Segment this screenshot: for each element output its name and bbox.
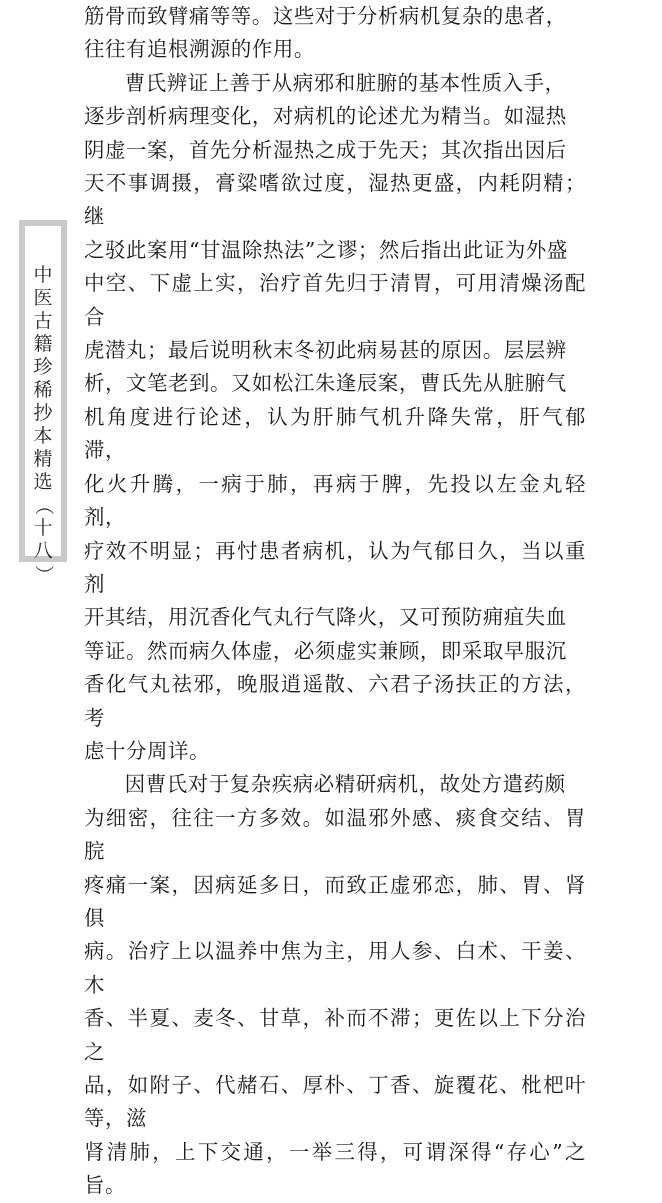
text-line: 虎潜丸；最后说明秋末冬初此病易甚的原因。层层辨	[84, 338, 567, 363]
series-title-char: 籍	[33, 333, 53, 355]
series-title-char: 选	[33, 471, 53, 493]
text-line: 为细密，往往一方多效。如温邪外感、痰食交结、胃脘	[84, 805, 586, 864]
paragraph-1	[84, 0, 586, 67]
series-title-char: 本	[33, 425, 53, 447]
text-line: 香、半夏、麦冬、甘草，补而不滞；更佐以上下分治之	[84, 1006, 586, 1064]
body-text	[84, 0, 586, 1203]
text-line: 肾清肺，上下交通，一举三得，可谓深得“存心”之旨。	[84, 1139, 586, 1198]
series-side-tab	[19, 220, 67, 584]
text-line: 开其结，用沉香化气丸行气降火，又可预防痈疽失血	[84, 605, 567, 630]
series-title-paren-open: （	[32, 495, 55, 515]
text-line: 病。治疗上以温养中焦为主，用人参、白术、干姜、木	[84, 939, 586, 997]
text-line: 香化气丸祛邪，晚服逍遥散、六君子汤扶正的方法，考	[84, 672, 586, 730]
text-line: 虑十分周详。	[84, 738, 210, 763]
text-line: 疗效不明显；再忖患者病机，认为气郁日久，当以重剂	[84, 538, 586, 596]
series-title-char: 稀	[33, 379, 53, 401]
text-line: 逐步剖析病理变化，对病机的论述尤为精当。如湿热	[84, 104, 567, 129]
series-title-char: 八	[33, 540, 53, 562]
text-line: 等证。然而病久体虚，必须虚实兼顾，即采取早服沉	[84, 638, 567, 663]
text-line: 之驳此案用“甘温除热法”之谬；然后指出此证为外盛	[84, 237, 568, 262]
series-title-char: 珍	[33, 356, 53, 378]
text-line: 天不事调摄，膏粱嗜欲过度，湿热更盛，内耗阴精；继	[84, 171, 586, 229]
series-title-char: 古	[33, 310, 53, 332]
series-title-vertical	[25, 264, 61, 586]
text-line: 曹氏辨证上善于从病邪和脏腑的基本性质入手，	[124, 70, 566, 95]
series-title-char: 中	[33, 264, 53, 286]
text-line: 筋骨而致臂痛等等。这些对于分析病机复杂的患者，	[84, 4, 567, 28]
text-line: 往往有追根溯源的作用。	[84, 37, 315, 62]
text-line: 析，文笔老到。又如松江朱逢辰案，曹氏先从脏腑气	[84, 371, 567, 396]
text-line: 因曹氏对于复杂疾病必精研病机，故处方遣药颇	[124, 772, 566, 797]
text-line: 品，如附子、代赭石、厚朴、丁香、旋覆花、枇杷叶等，滋	[84, 1073, 586, 1131]
series-title-char: 医	[33, 287, 53, 309]
series-title-char: 抄	[33, 402, 53, 424]
series-side-tab-inner	[25, 226, 61, 584]
series-title-char: 精	[33, 448, 53, 470]
text-line: 疼痛一案，因病延多日，而致正虚邪恋，肺、胃、肾俱	[84, 872, 586, 930]
text-line: 阴虚一案，首先分析湿热之成于先天；其次指出因后	[84, 137, 567, 162]
paragraph-3	[84, 768, 586, 1202]
text-line: 化火升腾，一病于肺，再病于脾，先投以左金丸轻剂，	[84, 471, 586, 530]
series-title-paren-close: ）	[32, 564, 55, 584]
series-title-char: 十	[33, 517, 53, 539]
paragraph-2	[84, 67, 586, 769]
text-line: 机角度进行论述，认为肝肺气机升降失常，肝气郁滞，	[84, 404, 586, 463]
text-line: 中空、下虚上实，治疗首先归于清胃，可用清燥汤配合	[84, 271, 586, 329]
